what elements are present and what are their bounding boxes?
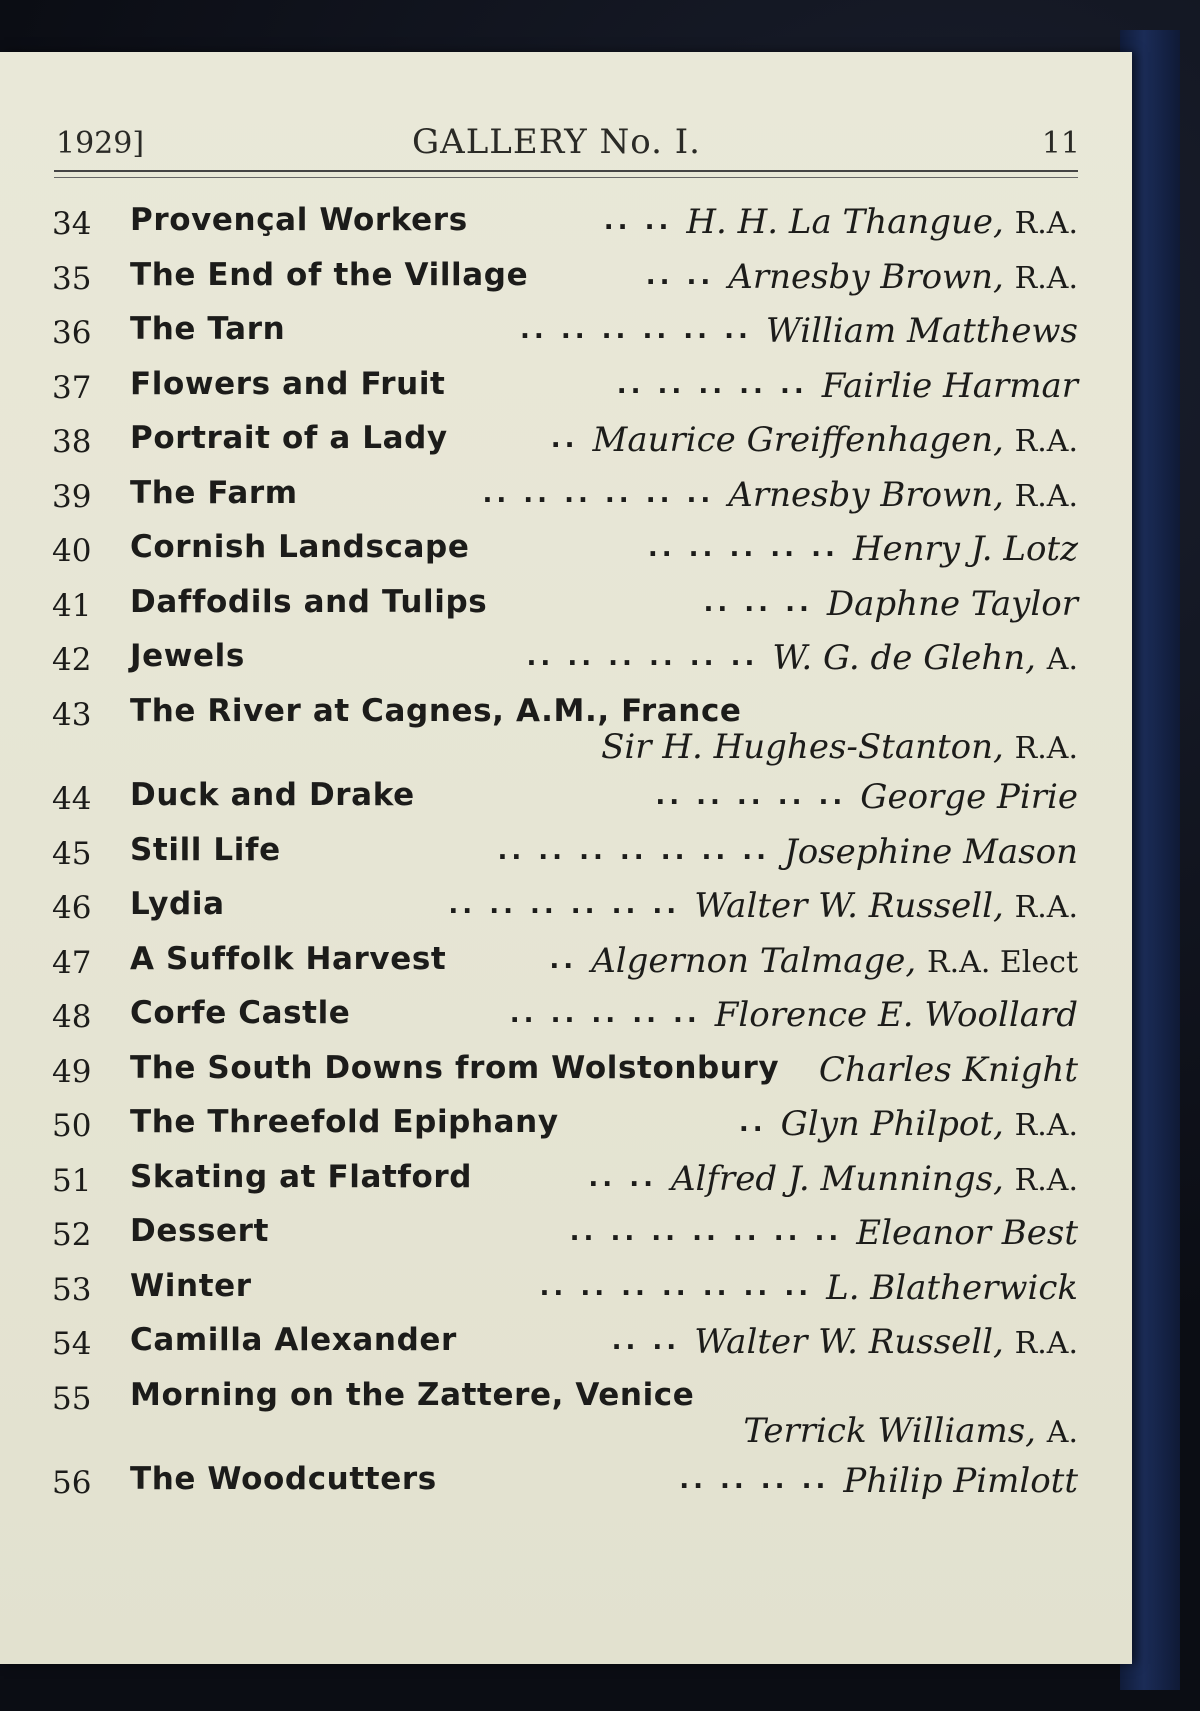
leader-dots: .. .. .. .. .. <box>647 533 839 563</box>
catalogue-entry <box>0 1044 1132 1098</box>
entry-title: Winter <box>130 1267 252 1304</box>
entry-artist: Walter W. Russell, <box>694 1322 1004 1362</box>
entry-honour: A. <box>1046 642 1078 677</box>
entry-artist-block <box>570 1213 1078 1253</box>
entry-number: 48 <box>52 999 92 1035</box>
header-title: GALLERY No. I. <box>412 122 701 162</box>
entry-artist: Arnesby Brown, <box>728 256 1004 297</box>
entry-artist: H. H. La Thangue, <box>686 202 1004 242</box>
entry-artist: Terrick Williams, <box>743 1410 1036 1451</box>
entry-honour: R.A. Elect <box>927 944 1078 980</box>
catalogue-entry <box>0 360 1132 414</box>
entry-artist-block <box>617 366 1078 406</box>
entry-artist: George Pirie <box>860 777 1078 817</box>
entry-number: 43 <box>52 696 92 733</box>
entry-title: Provençal Workers <box>130 202 468 238</box>
catalogue-entry <box>0 1316 1132 1370</box>
entry-number: 52 <box>52 1217 92 1253</box>
entry-title: Still Life <box>130 831 281 868</box>
page-number: 11 <box>1041 126 1080 161</box>
catalogue-entry <box>0 1153 1132 1207</box>
entry-title: The Woodcutters <box>130 1461 437 1497</box>
entry-artist-block <box>703 584 1078 624</box>
catalogue-entry <box>0 305 1132 359</box>
entry-artist: Philip Pimlott <box>843 1461 1078 1501</box>
entry-artist-block <box>648 529 1078 569</box>
entry-artist-block <box>448 886 1078 926</box>
entry-title: Flowers and Fruit <box>130 365 446 402</box>
entry-number: 45 <box>52 835 92 872</box>
entry-artist: Henry J. Lotz <box>852 529 1078 569</box>
entry-title: Duck and Drake <box>130 777 415 813</box>
entry-honour: R.A. <box>1014 890 1078 925</box>
entry-number: 53 <box>52 1271 92 1308</box>
entry-number: 54 <box>52 1326 92 1362</box>
entry-number: 38 <box>52 424 92 460</box>
catalogue-entry <box>0 1207 1132 1261</box>
entry-number: 44 <box>52 781 92 817</box>
leader-dots: .. .. .. .. .. <box>509 999 701 1029</box>
leader-dots: .. .. .. .. .. .. <box>448 890 681 920</box>
catalogue-entry <box>0 1455 1132 1509</box>
leader-dots: .. .. <box>645 260 715 291</box>
entry-artist-block <box>743 1411 1078 1451</box>
entry-artist-block <box>540 1268 1078 1308</box>
leader-dots: .. <box>738 1108 767 1138</box>
entry-artist-block <box>739 1104 1078 1144</box>
entry-honour: R.A. <box>1014 1326 1078 1361</box>
entry-artist-block <box>646 257 1078 297</box>
header-year: 1929] <box>56 126 145 161</box>
entry-artist: Alfred J. Munnings, <box>670 1158 1004 1199</box>
leader-dots: .. .. <box>603 206 673 236</box>
entry-artist: Maurice Greiffenhagen, <box>592 420 1004 460</box>
entry-artist: Arnesby Brown, <box>728 474 1004 515</box>
catalogue-entry <box>0 523 1132 577</box>
leader-dots: .. .. .. .. .. <box>616 369 808 400</box>
catalogue-entry <box>0 1098 1132 1152</box>
catalogue-entry <box>0 1262 1132 1316</box>
entry-artist-block <box>551 420 1078 460</box>
entry-artist: Glyn Philpot, <box>780 1104 1004 1144</box>
leader-dots: .. .. .. .. .. .. .. <box>497 835 771 866</box>
leader-dots: .. .. <box>611 1326 681 1356</box>
leader-dots: .. .. .. .. .. <box>655 781 847 811</box>
entry-artist: Florence E. Woollard <box>714 995 1078 1035</box>
catalogue-entry <box>0 1371 1132 1451</box>
entry-artist-block <box>497 832 1078 872</box>
entry-honour: R.A. <box>1014 1108 1078 1143</box>
entry-artist-block <box>679 1461 1078 1501</box>
entry-title: The River at Cagnes, A.M., France <box>130 692 742 729</box>
entry-title: Corfe Castle <box>130 995 351 1031</box>
entry-title: Camilla Alexander <box>130 1322 457 1358</box>
entry-honour: R.A. <box>1014 260 1078 296</box>
entry-title: The South Downs from Wolstonbury <box>130 1049 780 1086</box>
catalogue-entry <box>0 632 1132 686</box>
entry-artist-block <box>819 1050 1078 1090</box>
entry-title: The Farm <box>130 474 298 511</box>
entry-artist: L. Blatherwick <box>826 1267 1078 1308</box>
entry-honour: R.A. <box>1014 424 1078 459</box>
entry-title: Lydia <box>130 886 225 922</box>
catalogue-entry <box>0 687 1132 767</box>
leader-dots: .. .. .. .. .. .. <box>482 478 715 509</box>
entry-artist: Fairlie Harmar <box>821 365 1078 406</box>
entry-honour: R.A. <box>1014 478 1078 514</box>
leader-dots: .. .. .. .. .. .. .. <box>539 1271 813 1302</box>
entry-title: The Threefold Epiphany <box>130 1104 559 1140</box>
entry-artist-block <box>510 995 1078 1035</box>
entry-artist: W. G. de Glehn, <box>772 638 1036 678</box>
entry-number: 41 <box>52 587 92 624</box>
leader-dots: .. .. .. .. <box>679 1465 830 1495</box>
entry-artist-block <box>655 777 1078 817</box>
entry-number: 50 <box>52 1108 92 1144</box>
entry-artist-block <box>527 638 1078 678</box>
entry-artist: Walter W. Russell, <box>694 886 1004 926</box>
entry-honour: A. <box>1046 1414 1078 1450</box>
catalogue-entry <box>0 771 1132 825</box>
entry-title: The Tarn <box>130 311 286 347</box>
entry-honour: R.A. <box>1014 730 1078 766</box>
entry-artist: Algernon Talmage, <box>591 940 917 981</box>
entry-title: The End of the Village <box>130 256 529 293</box>
entry-artist-block <box>588 1159 1078 1199</box>
leader-dots: .. .. .. <box>703 587 813 618</box>
catalogue-entry <box>0 251 1132 305</box>
entry-title: Daffodils and Tulips <box>130 583 488 620</box>
entry-number: 37 <box>52 369 92 406</box>
entry-number: 49 <box>52 1053 92 1090</box>
entry-number: 36 <box>52 315 92 351</box>
entry-number: 46 <box>52 890 92 926</box>
leader-dots: .. <box>550 424 579 454</box>
header-rule <box>54 170 1078 172</box>
leader-dots: .. .. <box>588 1162 657 1193</box>
entry-number: 56 <box>52 1465 92 1501</box>
header-rule-thin <box>54 177 1078 178</box>
entry-artist-block <box>604 202 1078 242</box>
entry-number: 42 <box>52 642 92 678</box>
entry-artist-block <box>482 475 1078 515</box>
catalogue-entry <box>0 196 1132 250</box>
entry-number: 40 <box>52 533 92 569</box>
running-header <box>0 118 1132 168</box>
entry-number: 35 <box>52 260 92 297</box>
catalogue-entry <box>0 880 1132 934</box>
entry-artist-block <box>549 941 1078 981</box>
entry-artist: Eleanor Best <box>856 1213 1078 1253</box>
entry-honour: R.A. <box>1014 1162 1078 1198</box>
entry-artist-block <box>520 311 1078 351</box>
catalogue-entry <box>0 989 1132 1043</box>
entry-artist: Sir H. Hughes-Stanton, <box>601 726 1004 767</box>
entry-number: 51 <box>52 1162 92 1199</box>
entry-number: 47 <box>52 944 92 981</box>
leader-dots: .. .. .. .. .. .. <box>520 315 752 345</box>
catalogue-entry <box>0 469 1132 523</box>
entry-artist-block <box>601 727 1078 767</box>
entry-artist: Charles Knight <box>818 1049 1078 1090</box>
entry-artist: William Matthews <box>765 311 1078 351</box>
leader-dots: .. .. .. .. .. .. <box>526 642 759 672</box>
entry-number: 55 <box>52 1380 92 1417</box>
catalogue-entry <box>0 414 1132 468</box>
leader-dots: .. .. .. .. .. .. .. <box>569 1217 843 1247</box>
entry-honour: R.A. <box>1014 206 1078 241</box>
entry-title: Jewels <box>130 638 245 674</box>
entry-number: 34 <box>52 206 92 242</box>
entry-number: 39 <box>52 478 92 515</box>
entry-title: A Suffolk Harvest <box>130 940 447 977</box>
entry-title: Morning on the Zattere, Venice <box>130 1376 695 1413</box>
entry-artist: Josephine Mason <box>784 831 1078 872</box>
catalogue-entry <box>0 578 1132 632</box>
entry-artist: Daphne Taylor <box>826 583 1078 624</box>
entry-title: Portrait of a Lady <box>130 420 448 456</box>
entry-title: Dessert <box>130 1213 269 1249</box>
catalogue-entry <box>0 826 1132 880</box>
entry-artist-block <box>612 1322 1078 1362</box>
entry-title: Cornish Landscape <box>130 529 470 565</box>
leader-dots: .. <box>549 944 578 975</box>
catalogue-entry <box>0 935 1132 989</box>
entry-title: Skating at Flatford <box>130 1158 473 1195</box>
